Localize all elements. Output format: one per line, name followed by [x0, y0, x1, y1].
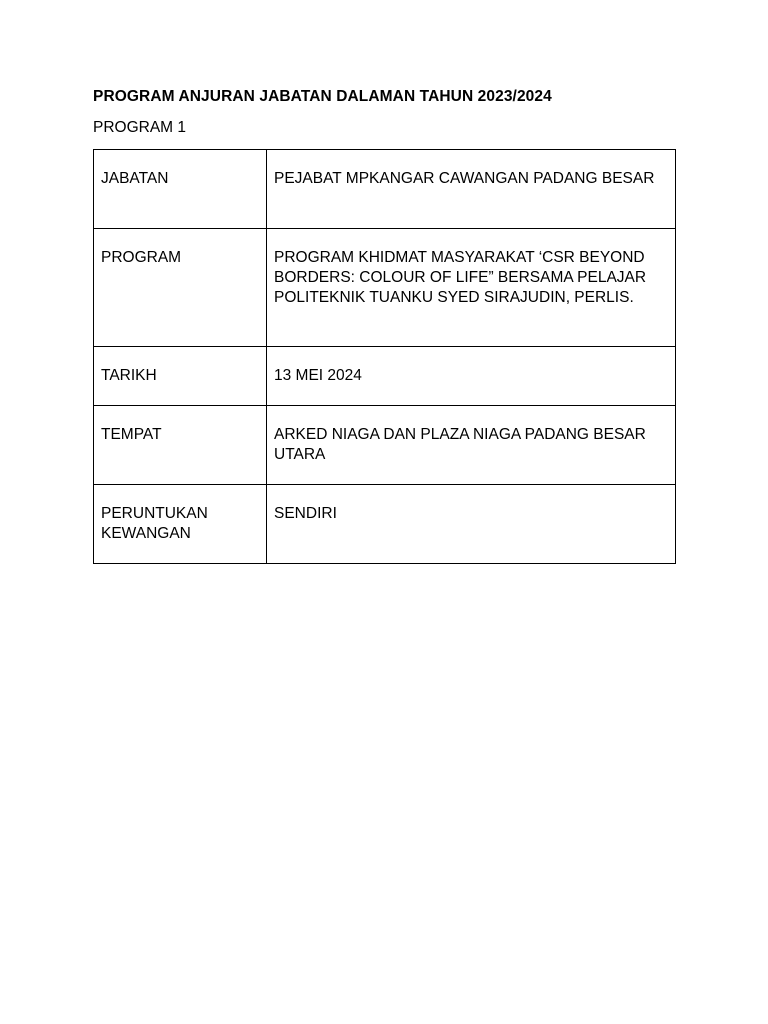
row-value-jabatan: PEJABAT MPKANGAR CAWANGAN PADANG BESAR: [267, 150, 676, 229]
program-number-label: PROGRAM 1: [93, 119, 187, 136]
table-row-peruntukan-kewangan: [94, 485, 676, 564]
row-label-tempat: TEMPAT: [94, 406, 267, 485]
row-value-tempat: ARKED NIAGA DAN PLAZA NIAGA PADANG BESAR UTARA: [267, 406, 676, 485]
row-label-program: PROGRAM: [94, 229, 267, 347]
table-row-jabatan: [94, 150, 676, 229]
row-value-tarikh: 13 MEI 2024: [267, 347, 676, 406]
program-details-table: [93, 149, 676, 564]
row-value-peruntukan-kewangan: SENDIRI: [267, 485, 676, 564]
table-row-tempat: [94, 406, 676, 485]
row-label-peruntukan-kewangan: PERUNTUKAN KEWANGAN: [94, 485, 267, 564]
row-label-tarikh: TARIKH: [94, 347, 267, 406]
table-row-program: [94, 229, 676, 347]
document-title: PROGRAM ANJURAN JABATAN DALAMAN TAHUN 2023/2024: [93, 88, 552, 105]
table-row-tarikh: [94, 347, 676, 406]
row-value-program: PROGRAM KHIDMAT MASYARAKAT ‘CSR BEYOND BORDERS: COLOUR OF LIFE” BERSAMA PELAJAR POLITEKNIK TUANKU SYED SIRAJUDIN, PERLIS.: [267, 229, 676, 347]
row-label-jabatan: JABATAN: [94, 150, 267, 229]
